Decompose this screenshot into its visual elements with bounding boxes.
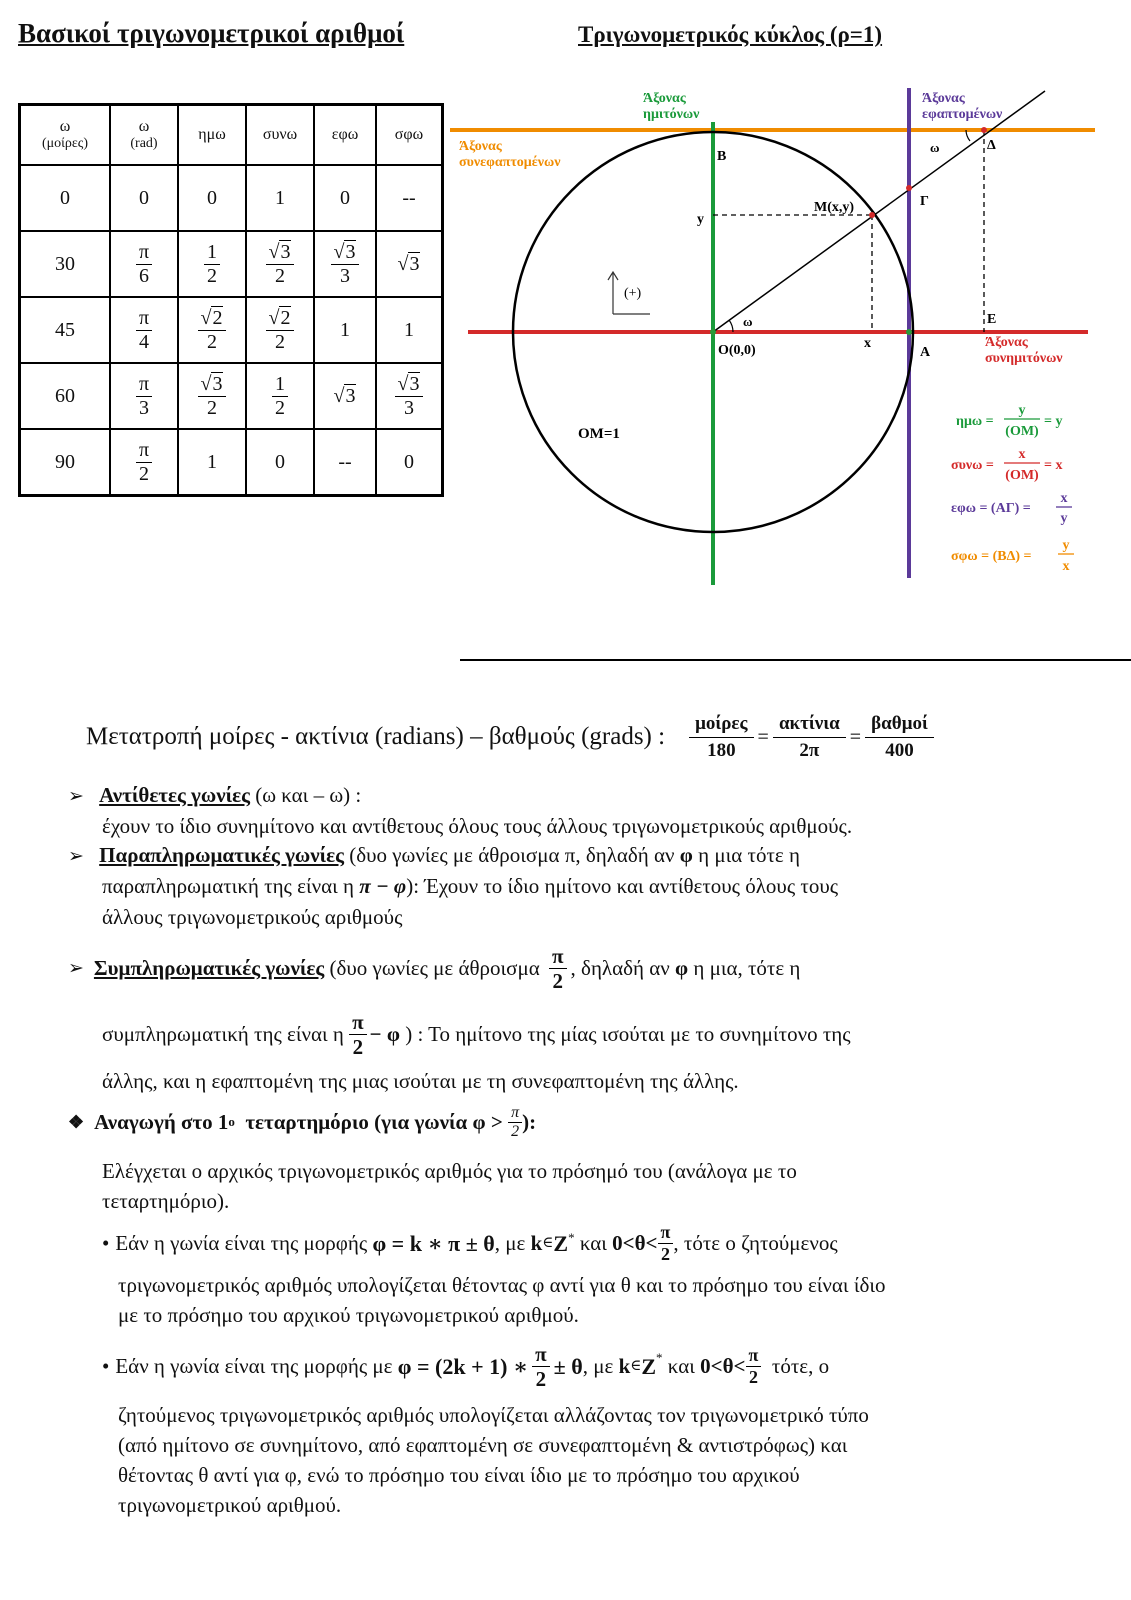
table-cell: 1 [376, 297, 443, 363]
case2-line5: τριγωνομετρικού αριθμού. [118, 1493, 342, 1517]
supp-line3: άλλους τριγωνομετρικούς αριθμούς [102, 905, 403, 929]
terminal-side-line [713, 91, 1045, 332]
table-row [20, 165, 443, 231]
reduction-title: ❖ Αναγωγή στο 1 ο τεταρτημόριο (για γωνία φ > $\frac{\pi}{2}$ ): [68, 1104, 537, 1141]
opposite-angles-item [68, 780, 361, 812]
table-cell: 45 [20, 297, 111, 363]
pi-over-2: $\frac{\pi}{2}$ [508, 1104, 522, 1142]
table-cell: $\frac{\pi}{6}$ [110, 231, 178, 297]
point-D [981, 127, 987, 133]
table-row [20, 297, 443, 363]
cotangent-axis-label-2: συνεφαπτομένων [459, 155, 561, 170]
svg-text:x: x [1018, 447, 1026, 462]
pi-over-2: $\frac{\pi}{2}$ [532, 1342, 550, 1391]
trig-circle-diagram [440, 80, 1131, 590]
label-y: y [697, 212, 704, 227]
label-x: x [864, 336, 871, 351]
table-cell: $\frac{\pi}{4}$ [110, 297, 178, 363]
label-omega-origin: ω [743, 314, 753, 329]
supp-after: (δυο γωνίες με άθροισμα π, δηλαδή αν [343, 843, 680, 867]
conversion-formula: $\frac{\text{μοίρες}}{180}$ = $\frac{\text{ακτίνια}}{2\pi}$ = $\frac{\text{βαθμοί}}{400}$ [689, 711, 934, 764]
comp-title: Συμπληρωματικές γωνίες [93, 956, 325, 981]
comp-after3: η μια, τότε η [688, 956, 801, 981]
table-row [20, 363, 443, 429]
supp-title: Παραπληρωματικές γωνίες [99, 843, 344, 867]
sine-axis-label-2: ημιτόνων [643, 107, 700, 122]
table-cell: 30 [20, 231, 111, 297]
arrow-bullet-icon: ➢ [68, 786, 84, 807]
label-O: Ο(0,0) [718, 343, 756, 358]
trig-values-table [18, 103, 444, 497]
table-cell: $\frac{√3}{3}$ [314, 231, 376, 297]
comp-line3: άλλης, και η εφαπτομένη της μιας ισούται με τη συνεφαπτομένη της άλλης. [102, 1069, 739, 1093]
table-cell: -- [376, 165, 443, 231]
svg-text:= y: = y [1044, 414, 1063, 429]
svg-text:ημω =: ημω = [956, 414, 994, 429]
point-G [906, 185, 912, 191]
dot-bullet-icon: • [102, 1230, 110, 1255]
label-OM: ΟΜ=1 [578, 426, 620, 442]
supp-expr: π − φ [359, 874, 407, 898]
table-cell: 0 [178, 165, 246, 231]
tangent-axis-label-1: Άξονας [922, 91, 965, 106]
label-E: Ε [987, 312, 997, 327]
case2-item: • Εάν η γωνία είναι της μορφής με φ = (2k + 1) ∗ $\frac{\pi}{2}$ ± θ , με k ∈ Z * και 0<θ< $\frac{\pi}{2}$ τότε, ο [102, 1342, 830, 1392]
case2-line4: θέτοντας θ αντί για φ, ενώ το πρόσημο του είναι ίδιο με το πρόσημο του αρχικού [118, 1463, 800, 1487]
opposite-title: Αντίθετες γωνίες [99, 783, 250, 807]
case2-line2: ζητούμενος τριγωνομετρικός αριθμός υπολογίζεται αλλάζοντας τον τριγωνομετρικό τύπο [118, 1403, 869, 1427]
supp-line2: παραπληρωματική της είναι η π − φ): Έχουν το ίδιο ημίτονο και αντίθετους όλους τους [102, 874, 839, 898]
dot-bullet-icon: • [102, 1354, 110, 1379]
supp-phi: φ [679, 843, 693, 867]
header-cot: σφω [376, 105, 443, 166]
svg-text:y: y [1062, 538, 1070, 553]
case1-line3: με το πρόσημο του αρχικού τριγωνομετρικού αριθμού. [118, 1303, 579, 1327]
formula-tan [951, 491, 1072, 526]
header-sin: ημω [178, 105, 246, 166]
conversion-text: Μετατροπή μοίρες - ακτίνια (radians) – βαθμούς (grads) : [86, 723, 666, 751]
svg-text:= x: = x [1044, 458, 1063, 473]
comp-line2: συμπληρωματική της είναι η $\frac{\pi}{2}$ − φ ) : Το ημίτονο της μίας ισούται με το συνημίτονο της [102, 1010, 851, 1060]
svg-text:x: x [1062, 559, 1070, 574]
case1-item: • Εάν η γωνία είναι της μορφής φ = k ∗ π ± θ , με k ∈ Z * και 0<θ< $\frac{\pi}{2}$ , τότε ο ζητούμενος [102, 1222, 838, 1264]
table-cell: $\frac{√3}{2}$ [178, 363, 246, 429]
table-header-row [20, 105, 443, 166]
origin-point [710, 329, 716, 335]
svg-text:(ΟΜ): (ΟΜ) [1005, 424, 1039, 439]
table-cell: $\frac{√2}{2}$ [178, 297, 246, 363]
svg-text:(ΟΜ): (ΟΜ) [1005, 468, 1039, 483]
table-cell: $\frac{√2}{2}$ [246, 297, 314, 363]
page-title: Βασικοί τριγωνομετρικοί αριθμοί [18, 18, 405, 48]
table-cell: √3 [314, 363, 376, 429]
label-B: Β [717, 149, 727, 164]
cosine-axis-label-1: Άξονας [985, 335, 1028, 350]
table-cell: 1 [178, 429, 246, 496]
table-cell: 0 [314, 165, 376, 231]
formula-cot [951, 538, 1074, 574]
svg-text:x: x [1060, 491, 1068, 506]
formula-sin [956, 403, 1062, 439]
reduce-line2: τεταρτημόριο). [102, 1189, 230, 1213]
label-M: Μ(x,y) [814, 200, 855, 215]
label-positive: (+) [624, 286, 642, 301]
table-cell: √3 [376, 231, 443, 297]
table-cell: $\frac{1}{2}$ [178, 231, 246, 297]
table-cell: $\frac{\pi}{2}$ [110, 429, 178, 496]
table-cell: 0 [110, 165, 178, 231]
opposite-desc: έχουν το ίδιο συνημίτονο και αντίθετους όλους τους άλλους τριγωνομετρικούς αριθμούς. [102, 814, 853, 838]
table-row [20, 429, 443, 496]
pi-over-2: $\frac{\pi}{2}$ [349, 1010, 367, 1059]
case1-line2: τριγωνομετρικός αριθμός υπολογίζεται θέτοντας φ αντί για θ και το πρόσημο του είναι ίδιο [118, 1273, 886, 1297]
sine-axis-label-1: Άξονας [643, 91, 686, 106]
svg-text:εφω = (ΑΓ) =: εφω = (ΑΓ) = [951, 501, 1031, 516]
table-cell: $\frac{√3}{3}$ [376, 363, 443, 429]
reduce-line1: Ελέγχεται ο αρχικός τριγωνομετρικός αριθμός για το πρόσημό του (ανάλογα με το [102, 1159, 797, 1183]
table-cell: $\frac{√3}{2}$ [246, 231, 314, 297]
section-divider [460, 659, 1131, 661]
table-cell: 1 [314, 297, 376, 363]
svg-text:y: y [1060, 511, 1068, 526]
header-degrees: ω (μοίρες) [20, 105, 111, 166]
table-cell: $\frac{1}{2}$ [246, 363, 314, 429]
svg-text:σφω = (ΒΔ) =: σφω = (ΒΔ) = [951, 549, 1032, 564]
table-cell: 60 [20, 363, 111, 429]
pi-over-2: $\frac{\pi}{2}$ [658, 1222, 674, 1264]
table-cell: 0 [246, 429, 314, 496]
header-tan: εφω [314, 105, 376, 166]
table-cell: -- [314, 429, 376, 496]
arrow-bullet-icon: ➢ [68, 958, 84, 980]
opposite-after: (ω και – ω) : [249, 783, 362, 807]
point-A [906, 329, 912, 335]
label-G: Γ [920, 194, 929, 209]
diamond-bullet-icon: ❖ [68, 1112, 85, 1133]
header-cos: συνω [246, 105, 314, 166]
circle-title: Τριγωνομετρικός κύκλος (ρ=1) [578, 22, 883, 47]
svg-text:y: y [1018, 403, 1026, 418]
table-row [20, 231, 443, 297]
comp-after2: , δηλαδή αν [570, 956, 675, 981]
label-omega-D: ω [930, 140, 940, 155]
table-cell: $\frac{\pi}{3}$ [110, 363, 178, 429]
comp-after: (δυο γωνίες με άθροισμα [324, 956, 546, 981]
supp-after2: η μια τότε η [692, 843, 800, 867]
table-cell: 0 [376, 429, 443, 496]
supplementary-item [68, 840, 800, 872]
formula-cos [951, 447, 1062, 483]
tangent-axis-label-2: εφαπτομένων [922, 107, 1003, 122]
cotangent-axis-label-1: Άξονας [459, 139, 502, 154]
header-rad: ω (rad) [110, 105, 178, 166]
table-cell: 1 [246, 165, 314, 231]
arrow-bullet-icon: ➢ [68, 846, 84, 867]
label-A: Α [920, 345, 931, 360]
cosine-axis-label-2: συνημιτόνων [985, 351, 1063, 366]
point-M [869, 212, 875, 218]
conversion-line [86, 711, 934, 764]
case2-line3: (από ημίτονο σε συνημίτονο, από εφαπτομένη σε συνεφαπτομένη & αντιστρόφως) και [118, 1433, 848, 1457]
pi-over-2: $\frac{\pi}{2}$ [746, 1345, 762, 1387]
table-cell: 90 [20, 429, 111, 496]
comp-phi: φ [674, 956, 689, 981]
svg-text:συνω =: συνω = [951, 458, 994, 473]
table-cell: 0 [20, 165, 111, 231]
label-D: Δ [987, 138, 996, 153]
pi-over-2: $\frac{\pi}{2}$ [549, 944, 567, 993]
complementary-item [68, 944, 800, 993]
